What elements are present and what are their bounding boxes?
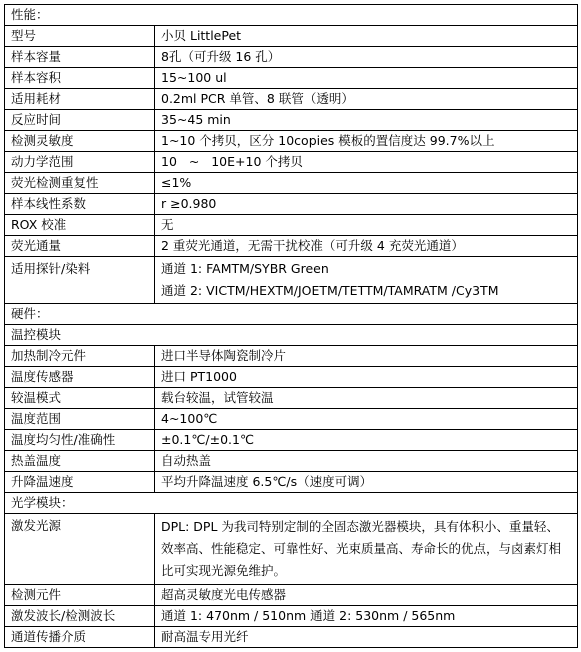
table-row xyxy=(5,627,578,648)
table-row xyxy=(5,472,578,493)
table-row xyxy=(5,257,578,304)
table-row xyxy=(5,194,578,215)
section-performance: 性能： xyxy=(5,5,578,26)
row-value: 2 重荧光通道，无需干扰校准（可升级 4 充荧光通道） xyxy=(155,236,578,257)
row-label: 热盖温度 xyxy=(5,451,155,472)
row-label: 温度范围 xyxy=(5,409,155,430)
row-label: 荧光通量 xyxy=(5,236,155,257)
spec-table xyxy=(4,4,578,648)
row-label: 激发波长/检测波长 xyxy=(5,606,155,627)
row-label: 检测元件 xyxy=(5,585,155,606)
table-row xyxy=(5,451,578,472)
row-value-text: 小贝 LittlePet xyxy=(161,28,242,43)
table-row xyxy=(5,236,578,257)
row-value: 通道 1: 470nm / 510nm 通道 2: 530nm / 565nm xyxy=(155,606,578,627)
row-value: ≤1% xyxy=(155,173,578,194)
row-label: 样本线性系数 xyxy=(5,194,155,215)
table-row xyxy=(5,585,578,606)
table-row xyxy=(5,131,578,152)
row-value xyxy=(155,26,578,47)
row-label: 温度均匀性/准确性 xyxy=(5,430,155,451)
table-row xyxy=(5,68,578,89)
row-value: 进口 PT1000 xyxy=(155,367,578,388)
row-value: 4~100℃ xyxy=(155,409,578,430)
row-label: 荧光检测重复性 xyxy=(5,173,155,194)
section-optical: 光学模块： xyxy=(5,493,578,514)
row-label: ROX 校准 xyxy=(5,215,155,236)
table-row xyxy=(5,430,578,451)
section-row xyxy=(5,5,578,26)
row-value: 超高灵敏度光电传感器 xyxy=(155,585,578,606)
row-value: 进口半导体陶瓷制冷片 xyxy=(155,346,578,367)
row-value: 载台较温，试管较温 xyxy=(155,388,578,409)
row-label: 激发光源 xyxy=(5,514,155,585)
table-row xyxy=(5,409,578,430)
row-label: 较温模式 xyxy=(5,388,155,409)
table-row xyxy=(5,388,578,409)
row-label: 样本容量 xyxy=(5,47,155,68)
row-value: DPL: DPL 为我司特别定制的全固态激光器模块，具有体积小、重量轻、效率高、性能稳定、可靠性好、光束质量高、寿命长的优点，与卤素灯相比可实现光源免维护。 xyxy=(155,514,578,585)
table-row xyxy=(5,346,578,367)
section-row xyxy=(5,304,578,325)
table-row xyxy=(5,215,578,236)
row-label: 加热制冷元件 xyxy=(5,346,155,367)
table-row xyxy=(5,152,578,173)
table-row xyxy=(5,47,578,68)
row-label: 检测灵敏度 xyxy=(5,131,155,152)
row-value: 平均升降温速度 6.5℃/s（速度可调） xyxy=(155,472,578,493)
row-value: 15~100 ul xyxy=(155,68,578,89)
row-value: 耐高温专用光纤 xyxy=(155,627,578,648)
row-value: 35~45 min xyxy=(155,110,578,131)
row-label: 动力学范围 xyxy=(5,152,155,173)
row-label: 样本容积 xyxy=(5,68,155,89)
row-value: 1~10 个拷贝，区分 10copies 模板的置信度达 99.7%以上 xyxy=(155,131,578,152)
row-value: ±0.1℃/±0.1℃ xyxy=(155,430,578,451)
table-row xyxy=(5,367,578,388)
temp-module-header: 温控模块 xyxy=(5,325,578,346)
row-label: 反应时间 xyxy=(5,110,155,131)
row-value: 无 xyxy=(155,215,578,236)
section-hardware: 硬件： xyxy=(5,304,578,325)
table-row xyxy=(5,173,578,194)
row-value: 10 ~ 10E+10 个拷贝 xyxy=(155,152,578,173)
row-label: 适用探针/染料 xyxy=(5,257,155,304)
row-value: r ≥0.980 xyxy=(155,194,578,215)
section-row xyxy=(5,493,578,514)
row-label: 适用耗材 xyxy=(5,89,155,110)
probe-channel-1: 通道 1: FAMTM/SYBR Green xyxy=(161,261,329,276)
row-value: 8孔（可升级 16 孔） xyxy=(155,47,578,68)
row-value: 自动热盖 xyxy=(155,451,578,472)
section-row xyxy=(5,325,578,346)
table-row xyxy=(5,110,578,131)
probe-channel-2: 通道 2: VICTM/HEXTM/JOETM/TETTM/TAMRATM /Cy3TM xyxy=(161,283,499,298)
row-value xyxy=(155,257,578,304)
row-value: 0.2ml PCR 单管、8 联管（透明） xyxy=(155,89,578,110)
row-label: 升降温速度 xyxy=(5,472,155,493)
table-row xyxy=(5,89,578,110)
table-row xyxy=(5,514,578,585)
row-label: 通道传播介质 xyxy=(5,627,155,648)
table-row xyxy=(5,26,578,47)
row-label: 型号 xyxy=(5,26,155,47)
table-row xyxy=(5,606,578,627)
row-label: 温度传感器 xyxy=(5,367,155,388)
